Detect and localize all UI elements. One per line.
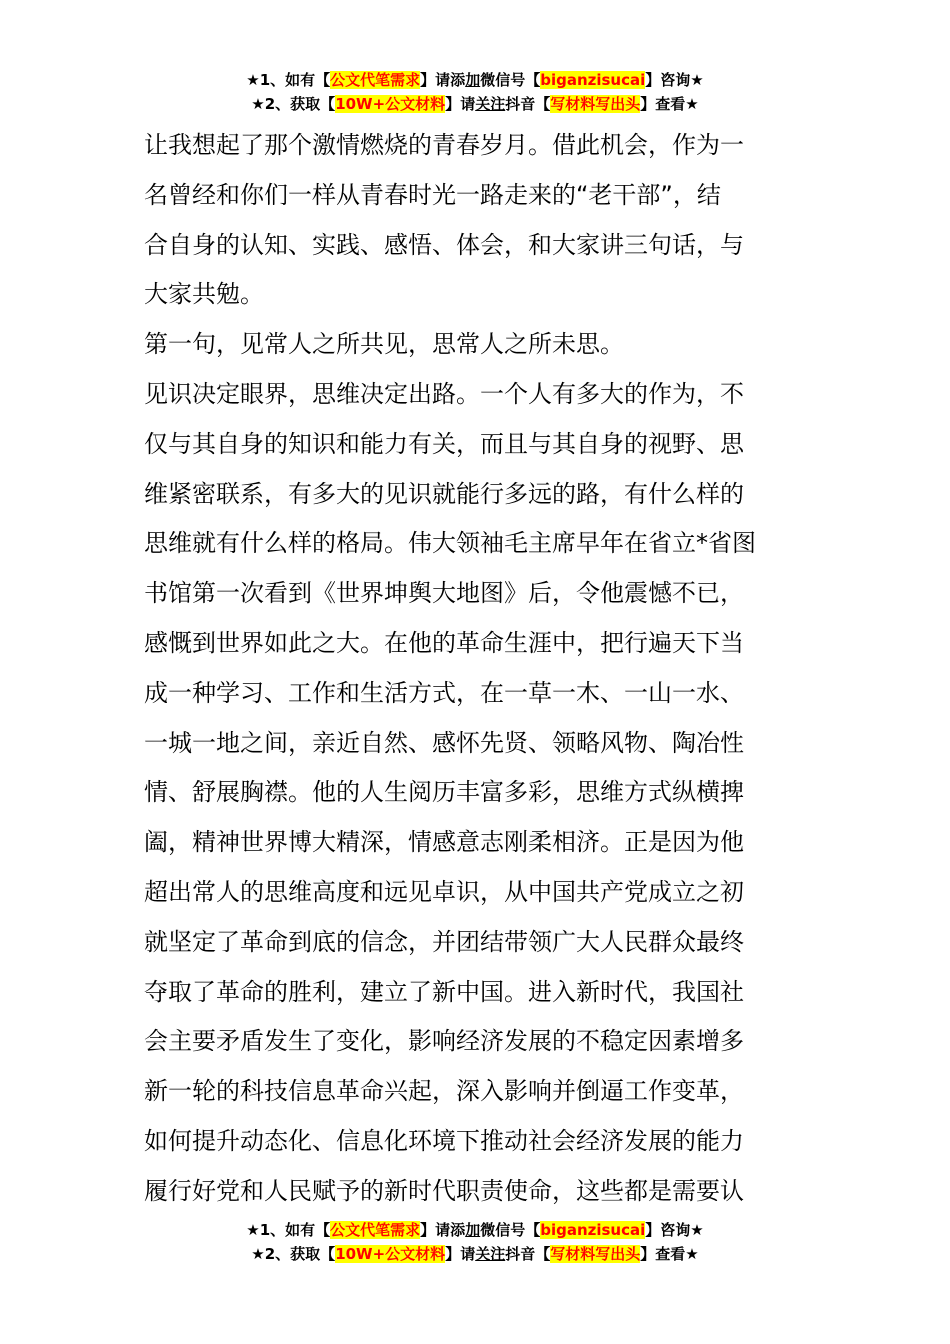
- text-line: 仅与其自身的知识和能力有关，而且与其自身的视野、思: [144, 429, 744, 458]
- text-line: 就坚定了革命到底的信念，并团结带领广大人民群众最终: [144, 927, 744, 956]
- banner-text: ★1、如有【: [246, 71, 331, 89]
- banner-text: 】咨询★: [645, 71, 704, 89]
- banner-line-2: [0, 1242, 950, 1266]
- banner-highlight: 写材料写出头: [550, 1245, 641, 1263]
- text-line: 履行好党和人民赋予的新时代职责使命，这些都是需要认: [144, 1176, 744, 1205]
- document-body: [144, 121, 809, 1217]
- banner-text: 】请添: [420, 1221, 466, 1239]
- banner-line-2: [0, 92, 950, 116]
- banner-highlight: 10W+公文材料: [335, 95, 446, 113]
- banner-underline: 关注: [475, 1245, 506, 1263]
- text-line: 见识决定眼界，思维决定出路。一个人有多大的作为，不: [144, 379, 744, 408]
- text-line: 成一种学习、工作和生活方式，在一草一木、一山一水、: [144, 678, 744, 707]
- banner-highlight: 公文代笔需求: [330, 1221, 421, 1239]
- banner-text: 】请添: [420, 71, 466, 89]
- text-line: 感慨到世界如此之大。在他的革命生涯中，把行遍天下当: [144, 628, 744, 657]
- banner-highlight: 写材料写出头: [550, 95, 641, 113]
- footer-banner: [0, 1218, 950, 1266]
- banner-text: 】查看★: [640, 1245, 699, 1263]
- banner-underline: 关注: [475, 95, 506, 113]
- banner-text: 微信号【: [480, 1221, 541, 1239]
- banner-underline: 加: [465, 71, 481, 89]
- banner-text: 抖音【: [505, 1245, 551, 1263]
- text-line: 会主要矛盾发生了变化，影响经济发展的不稳定因素增多: [144, 1027, 744, 1056]
- text-line: 夺取了革命的胜利，建立了新中国。进入新时代，我国社: [144, 977, 744, 1006]
- text-line: 思维就有什么样的格局。伟大领袖毛主席早年在省立*省图: [144, 529, 756, 558]
- text-line: 书馆第一次看到《世界坤舆大地图》后，令他震憾不已，: [144, 579, 744, 608]
- banner-highlight: biganzisucai: [540, 1221, 646, 1239]
- banner-line-1: [0, 68, 950, 92]
- text-line: 大家共勉。: [144, 280, 264, 309]
- header-banner: [0, 68, 950, 116]
- text-line: 一城一地之间，亲近自然、感怀先贤、领略风物、陶冶性: [144, 728, 744, 757]
- banner-text: 】咨询★: [645, 1221, 704, 1239]
- text-line: 名曾经和你们一样从青春时光一路走来的“老干部”，结: [144, 180, 721, 209]
- text-line: 新一轮的科技信息革命兴起，深入影响并倒逼工作变革，: [144, 1077, 744, 1106]
- section-heading: 第一句，见常人之所共见，思常人之所未思。: [144, 330, 624, 359]
- text-line: 超出常人的思维高度和远见卓识，从中国共产党成立之初: [144, 877, 744, 906]
- banner-text: ★2、获取【: [251, 95, 336, 113]
- text-line: 阖，精神世界博大精深，情感意志刚柔相济。正是因为他: [144, 828, 744, 857]
- text-line: 让我想起了那个激情燃烧的青春岁月。借此机会，作为一: [144, 131, 744, 159]
- banner-highlight: biganzisucai: [540, 71, 646, 89]
- text-line: 维紧密联系，有多大的见识就能行多远的路，有什么样的: [144, 479, 744, 508]
- banner-text: 】请: [445, 1245, 476, 1263]
- banner-highlight: 10W+公文材料: [335, 1245, 446, 1263]
- banner-text: 微信号【: [480, 71, 541, 89]
- text-line: 如何提升动态化、信息化环境下推动社会经济发展的能力: [144, 1126, 744, 1155]
- banner-text: 】查看★: [640, 95, 699, 113]
- banner-line-1: [0, 1218, 950, 1242]
- banner-text: 抖音【: [505, 95, 551, 113]
- banner-underline: 加: [465, 1221, 481, 1239]
- banner-highlight: 公文代笔需求: [330, 71, 421, 89]
- text-line: 合自身的认知、实践、感悟、体会，和大家讲三句话，与: [144, 230, 744, 259]
- banner-text: 】请: [445, 95, 476, 113]
- banner-text: ★1、如有【: [246, 1221, 331, 1239]
- banner-text: ★2、获取【: [251, 1245, 336, 1263]
- text-line: 情、舒展胸襟。他的人生阅历丰富多彩，思维方式纵横捭: [144, 778, 744, 807]
